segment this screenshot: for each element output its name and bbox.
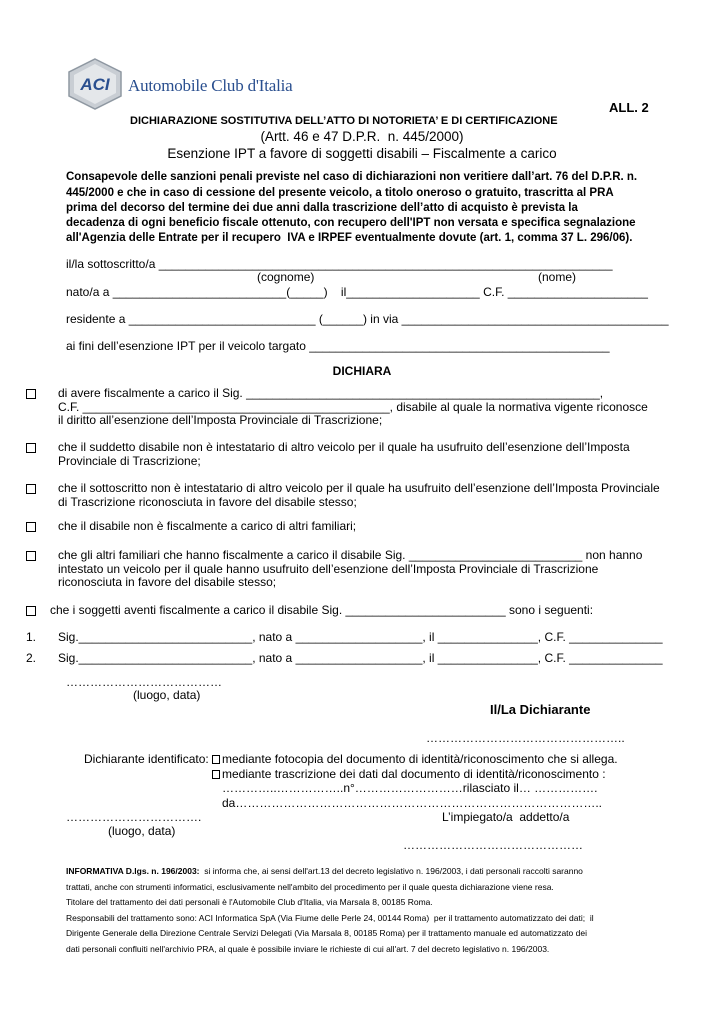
intro-line: decadenza di ogni beneficio fiscale ottenuto, con recupero dell'IPT non versata e specifica segnalazione [66,217,636,229]
checkbox[interactable] [26,522,36,532]
privacy-line: Dirigente Generale della Direzione Centrale Servizi Delegati (Via Marsala 8, 00185 Roma) per il trattamento manuale ed automatizzato dei [66,928,587,938]
item-2: Provinciale di Trascrizione; [58,454,201,468]
item-1: il diritto all’esenzione dell’Imposta Provinciale di Trascrizione; [58,413,383,427]
privacy-line: Responsabili del trattamento sono: ACI Informatica SpA (Via Fiume delle Perle 24, 00144 Roma) per il trattamento automatizzato dei dati; il [66,912,594,923]
intro-line: all'Agenzia delle Entrate per il recupero IVA e IRPEF eventualmente dovute (art. 1, comma 37 L. 296/06). [66,232,633,244]
item-1: C.F. ______________________________________________, disabile al quale la normativa vigente riconosce [58,400,648,414]
item-5: che gli altri familiari che hanno fiscalmente a carico il disabile Sig. __________________________ non hanno [58,548,643,562]
privacy-heading: INFORMATIVA D.lgs. n. 196/2003: [66,866,200,876]
item-1: di avere fiscalmente a carico il Sig. _____________________________________________________, [58,386,604,400]
intro-line: prima del decorso del termine dei due anni dalla trascrizione dell’atto di acquisto è prevista la [66,202,578,214]
signature-dots[interactable]: ………………………………………….. [426,731,625,745]
place-date-label: (luogo, data) [108,824,176,838]
row-number: 1. [26,630,37,644]
intro-line: 445/2000 e che in caso di cessione del presente veicolo, a titolo oneroso o gratuito, trascritta al PRA [66,187,614,199]
row-number: 2. [26,651,37,665]
document-title: DICHIARAZIONE SOSTITUTIVA DELL’ATTO DI NOTORIETA’ E DI CERTIFICAZIONE [130,115,558,127]
item-5: riconosciuta in favore del disabile stesso; [58,575,277,589]
privacy-line [66,864,686,880]
privacy-line: Titolare del trattamento dei dati personali è l'Automobile Club d'Italia, via Marsala 8, 00185 Roma. [66,897,433,907]
checkbox[interactable] [26,484,36,494]
item-3: che il sottoscritto non è intestatario di altro veicolo per il quale ha usufruito dell’esenzione dell’Imposta Provinciale [58,481,660,495]
intro-line: Consapevole delle sanzioni penali previste nel caso di dichiarazioni non veritiere dall’art. 76 del D.P.R. n. [66,171,638,183]
aci-logo [66,58,124,110]
item-5: intestato un veicolo per il quale hanno usufruito dell’esenzione dell’Imposta Provinciale di Trascrizione [58,562,599,576]
document-subtitle: Esenzione IPT a favore di soggetti disabili – Fiscalmente a carico [167,146,557,161]
identified-option-transcription: mediante trascrizione dei dati dal documento di identità/riconoscimento : [222,767,606,781]
nome-label: (nome) [538,270,577,284]
privacy-text: si informa che, ai sensi dell'art.13 del decreto legislativo n. 196/2003, i dati personali raccolti saranno [199,866,583,876]
residence-field[interactable]: residente a ____________________________ (______) in via ________________________________________ [66,312,669,326]
cognome-label: (cognome) [257,270,315,284]
place-date-label: (luogo, data) [133,688,201,702]
sottoscritto-field[interactable]: il/la sottoscritto/a ____________________________________________________________________ [66,257,613,271]
dichiara-heading: DICHIARA [332,364,392,378]
annex-label: ALL. 2 [609,100,649,115]
checkbox[interactable] [26,551,36,561]
document-details-line[interactable]: …………..……………..n°………………………rilasciato il… ……………. [222,781,598,795]
privacy-line: trattati, anche con strumenti informatici, esclusivamente nell'ambito del procedimento per il quale questa dichiarazione viene resa. [66,881,554,892]
logo-text: ACI [80,75,110,94]
checkbox[interactable] [212,755,220,764]
aci-emblem-icon [66,58,124,110]
clerk-signature-dots[interactable]: ……………………………………… [403,838,583,852]
legal-reference: (Artt. 46 e 47 D.P.R. n. 445/2000) [260,129,464,144]
clerk-label: L’impiegato/a addetto/a [442,810,570,824]
item-6: che i soggetti aventi fiscalmente a carico il disabile Sig. ________________________ sono i seguenti: [50,603,594,617]
privacy-notice [66,864,686,957]
item-4: che il disabile non è fiscalmente a carico di altri familiari; [58,519,357,533]
checkbox[interactable] [26,606,36,616]
privacy-line: dati personali confluiti nell'archivio PRA, al quale è possibile inviare le richieste di cui all'art. 7 del decreto legislativo n. 196/2003. [66,943,550,954]
brand-name: Automobile Club d'Italia [128,76,293,95]
plate-field[interactable]: ai fini dell’esenzione IPT per il veicolo targato _____________________________________________ [66,339,610,353]
item-2: che il suddetto disabile non è intestatario di altro veicolo per il quale ha usufruito dell’esenzione dell’Imposta [58,440,630,454]
birth-field[interactable]: nato/a a __________________________(_____) il____________________ C.F. _____________________ [66,285,648,299]
checkbox[interactable] [26,443,36,453]
item-3: di Trascrizione riconosciuta in favore del disabile stesso; [58,495,357,509]
place-date-dots[interactable]: ………………………………… [66,675,222,689]
signatory-label: Il/La Dichiarante [490,702,591,717]
issuer-line[interactable]: da……………………………………………………………………………….. [222,796,603,810]
identified-label: Dichiarante identificato: [84,752,209,766]
subject-row[interactable]: Sig.__________________________, nato a ___________________, il _______________, C.F. ______________ [58,651,663,665]
checkbox[interactable] [212,770,220,779]
place-date-dots[interactable]: ……………………………. [66,810,202,824]
identified-option-copy: mediante fotocopia del documento di identità/riconoscimento che si allega. [222,752,618,766]
subject-row[interactable]: Sig.__________________________, nato a ___________________, il _______________, C.F. ______________ [58,630,663,644]
checkbox[interactable] [26,389,36,399]
